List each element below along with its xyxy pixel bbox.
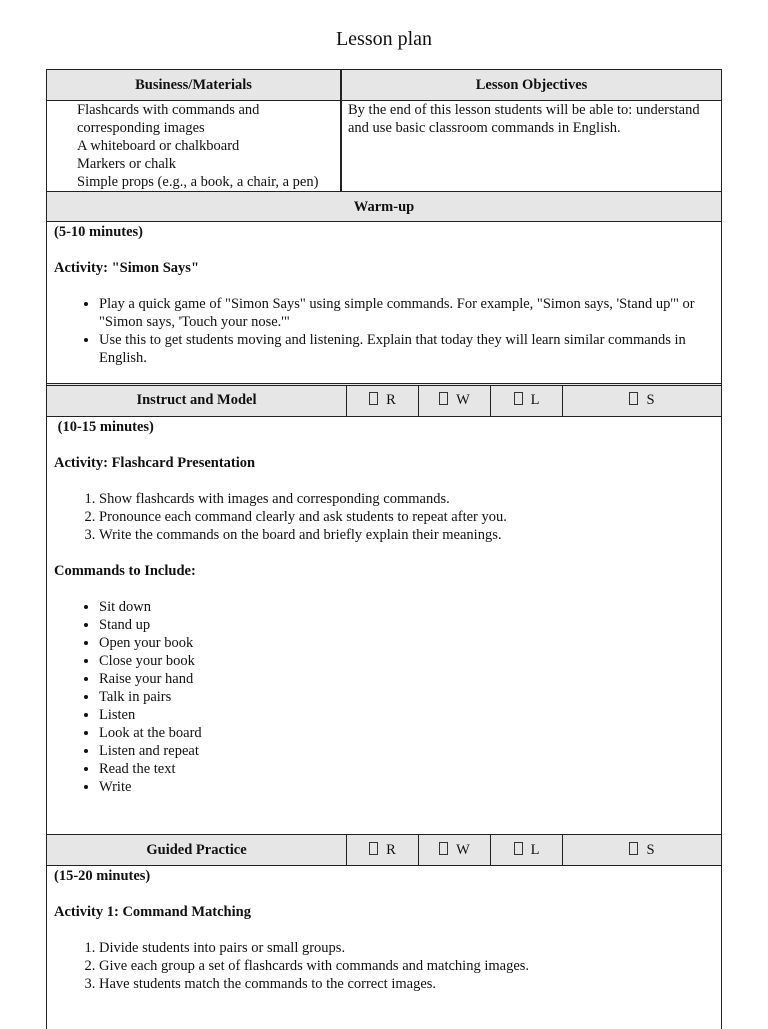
guided-header: Guided Practice — [146, 842, 247, 858]
commands-list — [54, 598, 714, 796]
warmup-activity: Activity: "Simon Says" — [54, 260, 199, 276]
instruct-steps — [54, 490, 714, 544]
list-item: • Listen and repeat — [99, 742, 714, 760]
list-item: • Read the text — [99, 760, 714, 778]
list-item: • Look at the board — [99, 724, 714, 742]
materials-objectives-header-row — [47, 70, 721, 101]
list-item: 2. Give each group a set of flashcards with commands and matching images. — [99, 957, 714, 975]
list-item: • Write — [99, 778, 714, 796]
checkbox-icon — [439, 842, 448, 855]
checkbox-icon — [369, 392, 378, 405]
skill-s-checkbox[interactable]: S — [562, 386, 721, 416]
objectives-text: By the end of this lesson students will be able to: understand and use basic classroom commands in English. — [348, 102, 700, 136]
skill-l-checkbox[interactable]: L — [490, 386, 562, 416]
checkbox-icon — [514, 392, 523, 405]
skill-l-checkbox[interactable]: L — [490, 835, 562, 865]
list-item: • Use this to get students moving and listening. Explain that today they will learn similar commands in English. — [99, 331, 714, 367]
commands-label: Commands to Include: — [54, 563, 196, 579]
list-item: • Raise your hand — [99, 670, 714, 688]
lesson-plan-table — [46, 69, 722, 1029]
skill-w-checkbox[interactable]: W — [418, 835, 490, 865]
list-item: • Talk in pairs — [99, 688, 714, 706]
instruct-duration: (10-15 minutes) — [54, 419, 154, 435]
instruct-header-row — [47, 383, 721, 417]
materials-cell — [47, 101, 340, 192]
warmup-duration: (5-10 minutes) — [54, 224, 144, 240]
skill-r-checkbox[interactable]: R — [346, 386, 418, 416]
list-item: 3. Write the commands on the board and briefly explain their meanings. — [99, 526, 714, 544]
objectives-cell — [340, 101, 721, 192]
instruct-activity: Activity: Flashcard Presentation — [54, 455, 256, 471]
list-item: 1. Divide students into pairs or small groups. — [99, 939, 714, 957]
list-item: • Close your book — [99, 652, 714, 670]
guided-duration: (15-20 minutes) — [54, 868, 151, 884]
materials-objectives-row — [47, 101, 721, 192]
list-item: • Sit down — [99, 598, 714, 616]
skill-r-checkbox[interactable]: R — [346, 835, 418, 865]
list-item: 3. Have students match the commands to the correct images. — [99, 975, 714, 993]
list-item: • Play a quick game of "Simon Says" using simple commands. For example, "Simon says, 'Stand up'" or "Simon says, 'Touch your nose.'" — [99, 295, 714, 331]
guided-header-row — [47, 834, 721, 866]
material-item: Flashcards with commands and corresponding images — [77, 102, 260, 136]
guided-activity: Activity 1: Command Matching — [54, 904, 251, 920]
material-item: Simple props (e.g., a book, a chair, a pen) — [77, 174, 319, 190]
checkbox-icon — [439, 392, 448, 405]
guided-body — [47, 866, 721, 1026]
materials-header: Business/Materials — [135, 77, 252, 93]
skill-s-checkbox[interactable]: S — [562, 835, 721, 865]
list-item: 2. Pronounce each command clearly and ask students to repeat after you. — [99, 508, 714, 526]
instruct-header: Instruct and Model — [136, 392, 257, 408]
list-item: • Listen — [99, 706, 714, 724]
checkbox-icon — [629, 842, 638, 855]
list-item: 1. Show flashcards with images and corresponding commands. — [99, 490, 714, 508]
list-item: • Stand up — [99, 616, 714, 634]
material-item: Markers or chalk — [77, 156, 177, 172]
warmup-body — [47, 222, 721, 383]
checkbox-icon — [369, 842, 378, 855]
material-item: A whiteboard or chalkboard — [77, 138, 240, 154]
checkbox-icon — [629, 392, 638, 405]
instruct-body — [47, 417, 721, 834]
list-item: • Open your book — [99, 634, 714, 652]
objectives-header: Lesson Objectives — [340, 70, 721, 100]
guided-steps — [54, 939, 714, 993]
warmup-bullet-list — [54, 295, 714, 367]
page-title: Lesson plan — [335, 28, 433, 50]
checkbox-icon — [514, 842, 523, 855]
skill-w-checkbox[interactable]: W — [418, 386, 490, 416]
warmup-header: Warm-up — [47, 191, 721, 222]
